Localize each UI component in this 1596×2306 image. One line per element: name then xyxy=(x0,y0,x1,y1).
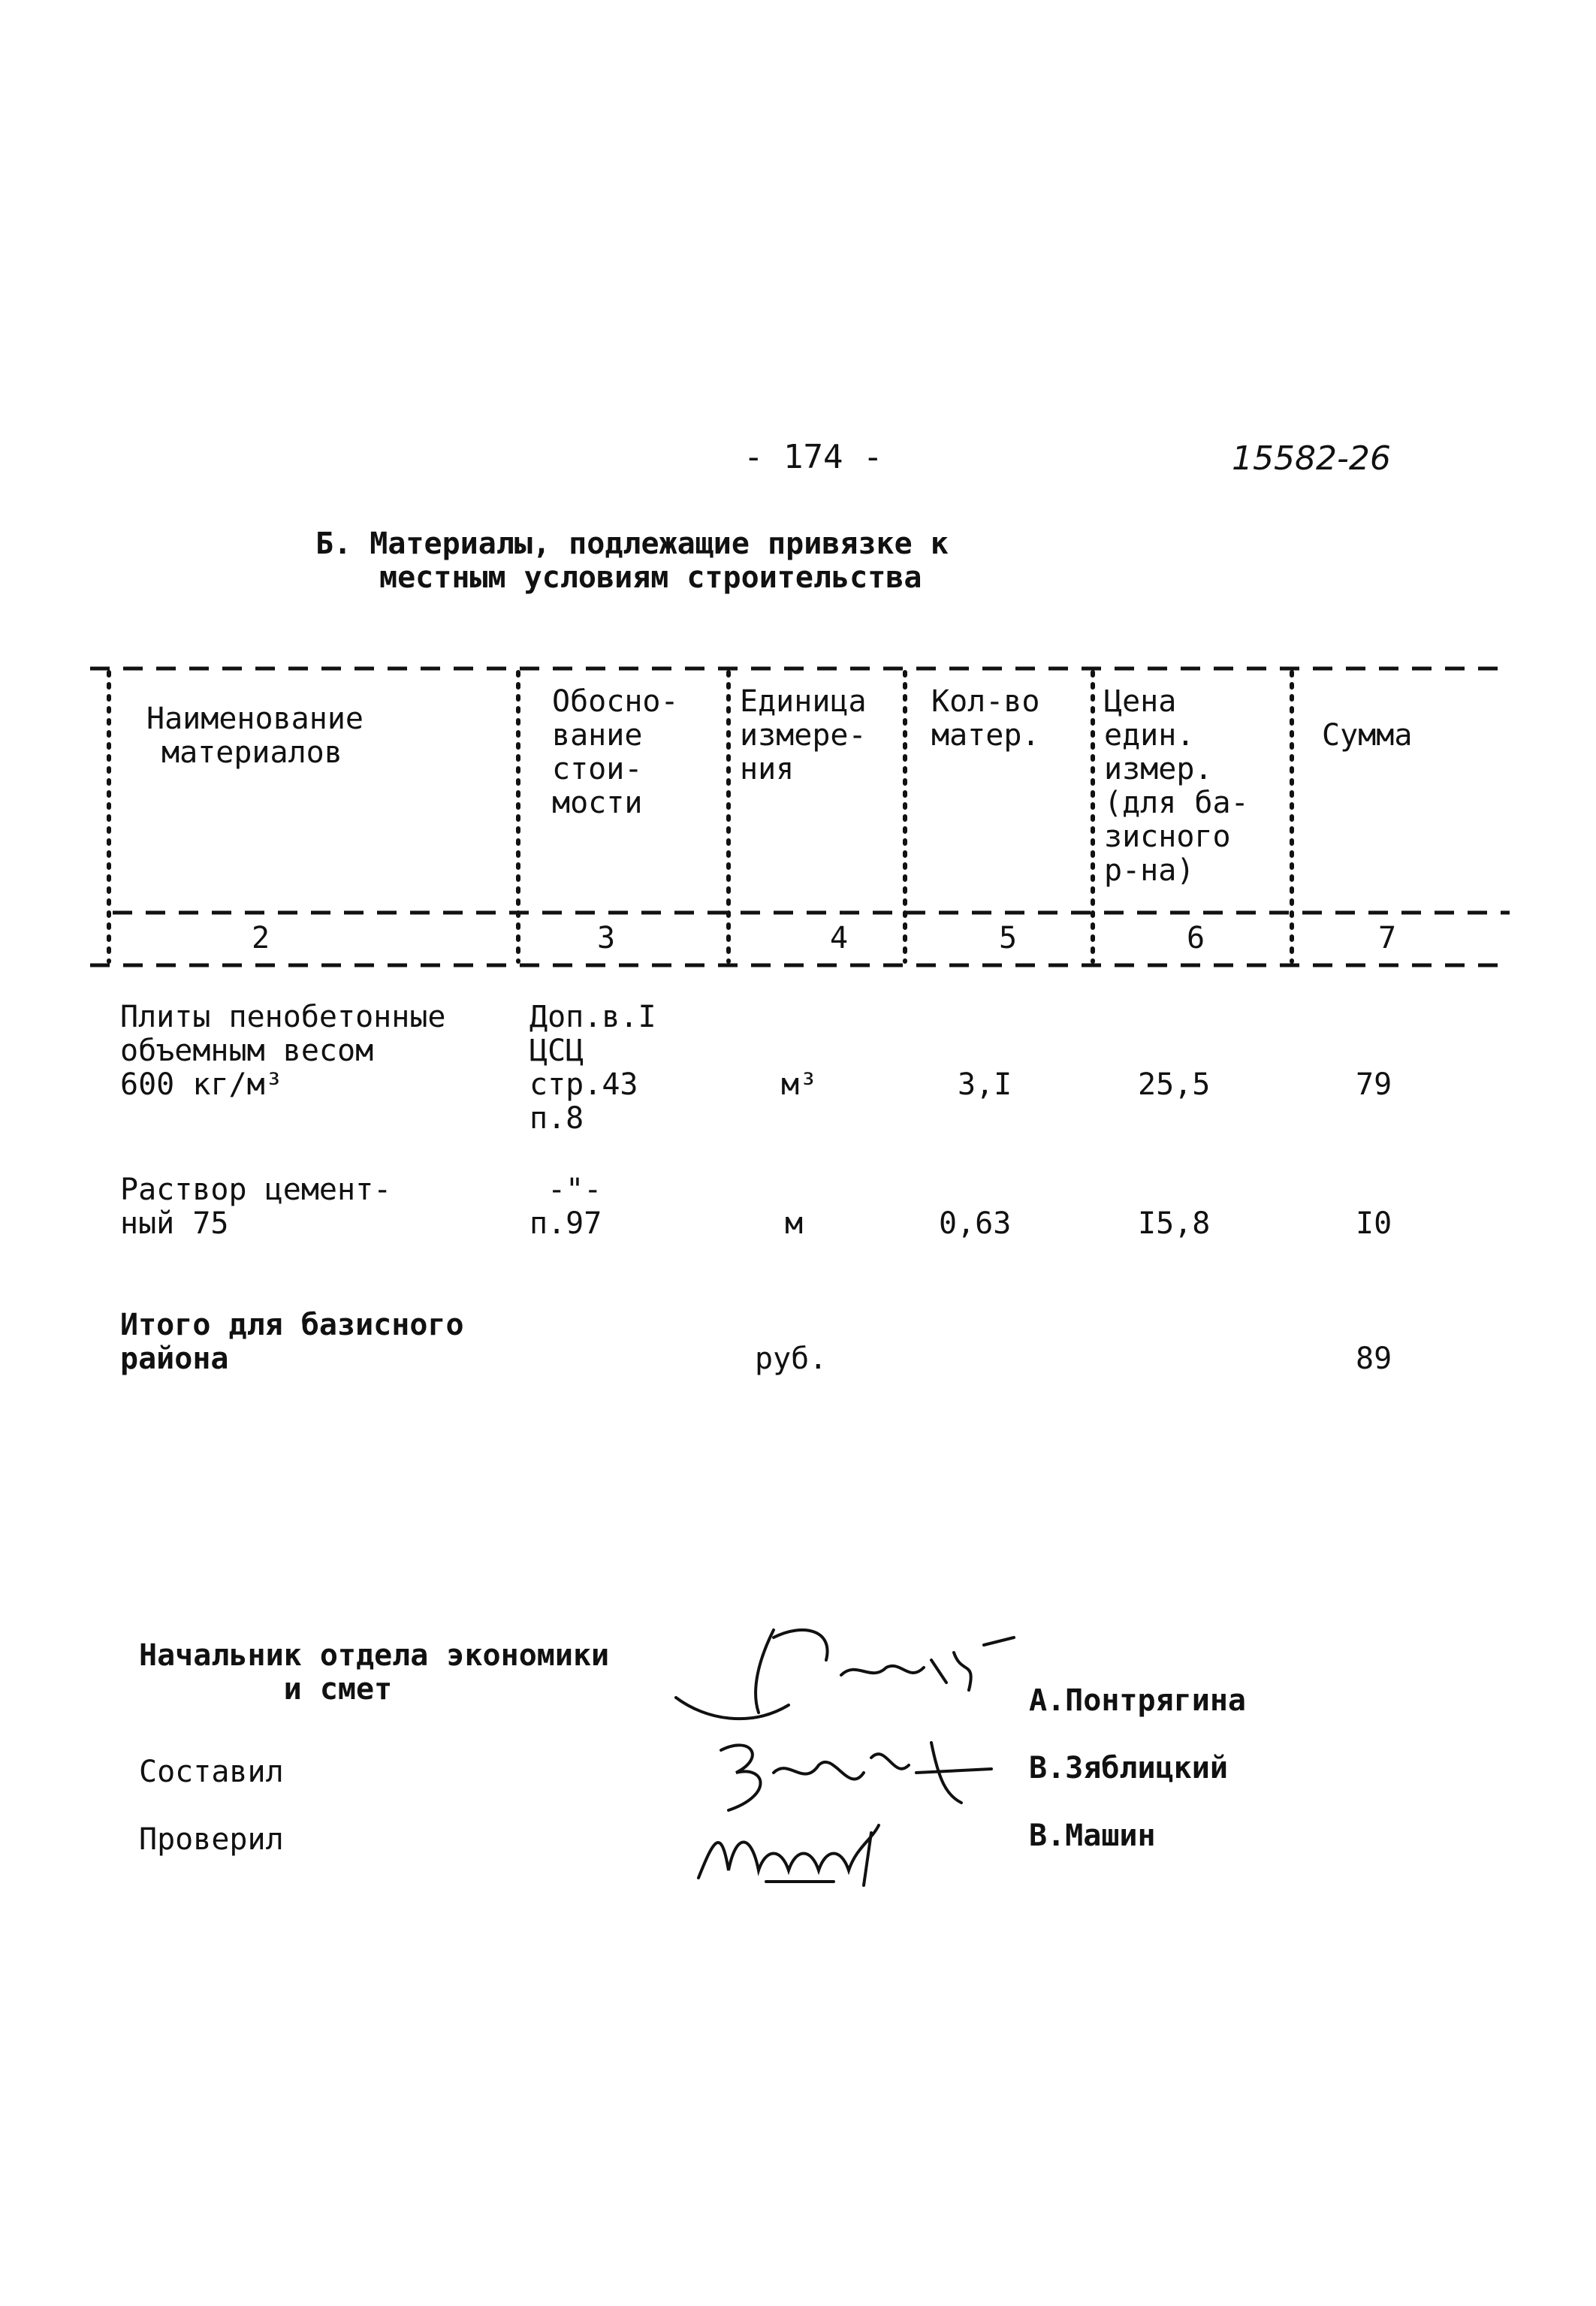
header-price-5: зисного xyxy=(1104,819,1231,854)
handwritten-signature-1 xyxy=(661,1615,1021,1735)
row1-basis-4: п.8 xyxy=(529,1101,584,1136)
header-basis-3: стои- xyxy=(552,752,643,786)
section-title-line-2: местным условиям строительства xyxy=(379,560,922,595)
row2-basis-1: -"- xyxy=(529,1173,602,1207)
section-title-line-1: Б. Материалы, подлежащие привязке к xyxy=(315,527,949,561)
col-number-6: 6 xyxy=(1187,921,1205,955)
header-unit-2: измере- xyxy=(740,718,867,753)
col-number-4: 4 xyxy=(830,921,849,955)
document-code: 15582-26 xyxy=(1232,439,1391,478)
header-price-3: измер. xyxy=(1104,752,1213,786)
header-price-4: (для ба- xyxy=(1104,786,1249,820)
total-label-2: района xyxy=(120,1342,229,1376)
row1-basis-3: стр.43 xyxy=(529,1067,638,1102)
row1-unit: м³ xyxy=(781,1067,818,1102)
header-qty-1: Кол-во xyxy=(931,684,1040,719)
row1-basis-2: ЦСЦ xyxy=(529,1034,584,1068)
row2-sum: I0 xyxy=(1356,1206,1392,1241)
header-basis-2: вание xyxy=(552,718,643,753)
signature-role-head-1: Начальник отдела экономики xyxy=(139,1638,610,1673)
signature-role-head-2: и смет xyxy=(139,1672,393,1707)
row2-price: I5,8 xyxy=(1138,1206,1211,1241)
row2-qty: 0,63 xyxy=(939,1206,1012,1241)
signature-role-checker: Проверил xyxy=(139,1822,284,1857)
handwritten-signature-3 xyxy=(683,1810,924,1893)
signature-name-compiler: В.Зяблицкий xyxy=(1029,1751,1228,1785)
total-unit: руб. xyxy=(755,1342,828,1376)
header-price-2: един. xyxy=(1104,718,1195,753)
row1-name-2: объемным весом xyxy=(120,1034,374,1068)
col-number-7: 7 xyxy=(1378,921,1397,955)
col-number-3: 3 xyxy=(597,921,616,955)
header-qty-2: матер. xyxy=(931,718,1040,753)
header-price-6: р-на) xyxy=(1104,853,1195,888)
row1-sum: 79 xyxy=(1356,1067,1392,1102)
signature-name-head: А.Понтрягина xyxy=(1029,1683,1246,1718)
signature-name-checker: В.Машин xyxy=(1029,1819,1156,1853)
row1-price: 25,5 xyxy=(1138,1067,1211,1102)
header-name-2: материалов xyxy=(161,735,342,770)
row2-name-2: ный 75 xyxy=(120,1206,229,1241)
row1-qty: 3,I xyxy=(958,1067,1012,1102)
row1-name-3: 600 кг/м³ xyxy=(120,1067,283,1102)
header-name-1: Наименование xyxy=(146,702,364,736)
header-unit-3: ния xyxy=(740,752,795,786)
total-sum: 89 xyxy=(1356,1342,1392,1376)
row2-name-1: Раствор цемент- xyxy=(120,1173,392,1207)
header-price-1: Цена xyxy=(1104,684,1177,719)
header-unit-1: Единица xyxy=(740,684,867,719)
col-number-2: 2 xyxy=(252,921,270,955)
row1-basis-1: Доп.в.I xyxy=(529,1000,656,1034)
col-number-5: 5 xyxy=(999,921,1018,955)
total-label-1: Итого для базисного xyxy=(120,1308,464,1342)
row2-unit: м xyxy=(785,1206,804,1241)
row1-name-1: Плиты пенобетонные xyxy=(120,1000,446,1034)
row2-basis-2: п.97 xyxy=(529,1206,602,1241)
header-basis-1: Обосно- xyxy=(552,684,679,719)
header-basis-4: мости xyxy=(552,786,643,820)
header-sum: Сумма xyxy=(1322,718,1413,753)
signature-role-compiler: Составил xyxy=(139,1755,284,1789)
page-number: - 174 - xyxy=(744,438,883,476)
